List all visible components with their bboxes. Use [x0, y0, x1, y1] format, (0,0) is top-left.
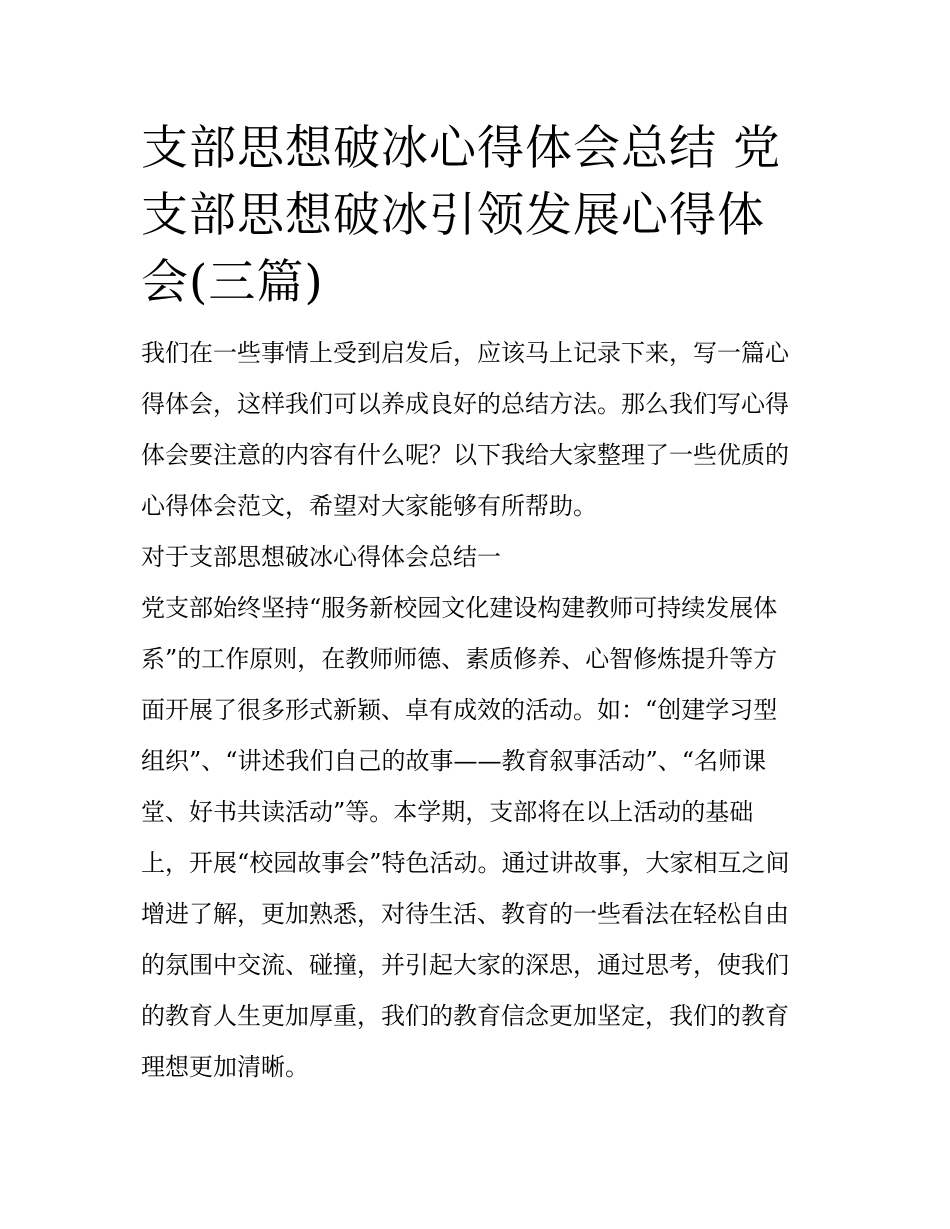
document-content	[141, 115, 813, 1093]
intro-line: 我们在一些事情上受到启发后，应该马上记录下来，写一篇心	[141, 339, 789, 367]
section-line: 面开展了很多形式新颖、卓有成效的活动。如：“创建学习型	[141, 696, 778, 724]
section-paragraph	[141, 583, 813, 1093]
section-line: 上，开展“校园故事会”特色活动。通过讲故事，大家相互之间	[141, 849, 790, 877]
title-line: 支部思想破冰引领发展心得体	[141, 188, 765, 243]
section-line: 党支部始终坚持“服务新校园文化建设构建教师可持续发展体	[141, 594, 778, 622]
section-line: 增进了解，更加熟悉，对待生活、教育的一些看法在轻松自由	[141, 900, 789, 928]
section-heading: 对于支部思想破冰心得体会总结一	[141, 543, 501, 571]
section-line: 堂、好书共读活动”等。本学期，支部将在以上活动的基础	[141, 798, 754, 826]
intro-line: 得体会，这样我们可以养成良好的总结方法。那么我们写心得	[141, 390, 789, 418]
section-line: 理想更加清晰。	[141, 1053, 309, 1081]
document-body	[141, 328, 813, 1093]
intro-paragraph	[141, 328, 813, 532]
document-title	[141, 115, 813, 316]
section-line: 的氛围中交流、碰撞，并引起大家的深思，通过思考，使我们	[141, 951, 789, 979]
intro-line: 体会要注意的内容有什么呢？以下我给大家整理了一些优质的	[141, 441, 789, 469]
section-line: 的教育人生更加厚重，我们的教育信念更加坚定，我们的教育	[141, 1002, 789, 1030]
title-line: 支部思想破冰心得体会总结 党	[141, 121, 781, 176]
section-line: 组织”、“讲述我们自己的故事——教育叙事活动”、“名师课	[141, 747, 767, 775]
section-line: 系”的工作原则，在教师师德、素质修养、心智修炼提升等方	[141, 645, 778, 673]
title-line: 会(三篇)	[141, 255, 324, 310]
intro-line: 心得体会范文，希望对大家能够有所帮助。	[141, 492, 597, 520]
